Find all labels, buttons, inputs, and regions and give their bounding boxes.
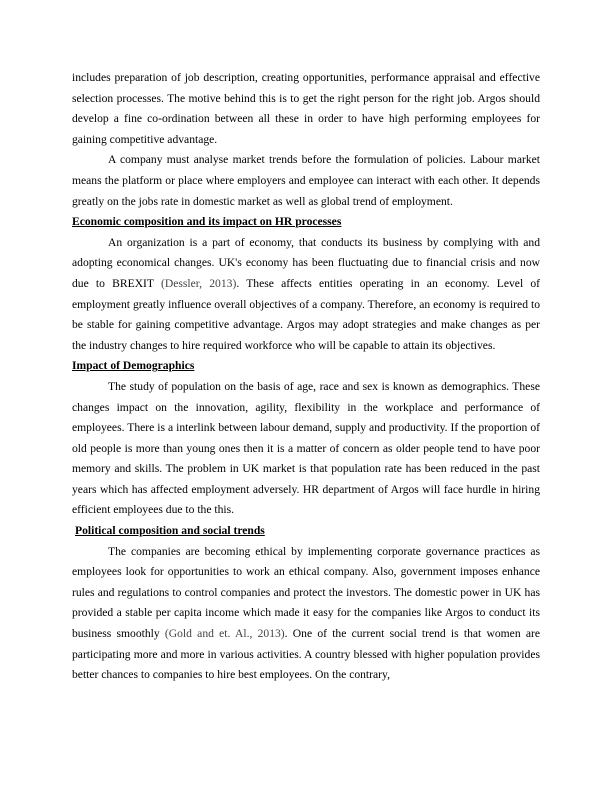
paragraph-hr-processes: includes preparation of job description, creating opportunities, performance appraisal and effective selection processes. The motive behind this is to get the right person for the right job. Argos should develop a fine co-ordination between all these in order to have high performing employees for gaining competitive advantage.	[72, 71, 540, 146]
paragraph-economy-text-a: An organization is a part of economy, that conducts its business by complying with and adopting economical changes. UK's economy has been fluctuating due to financial crisis and now due to BREXIT	[72, 235, 540, 290]
paragraph-labour-market: A company must analyse market trends before the formulation of policies. Labour market means the platform or place where employers and employee can interact with each other. It depends greatly on the jobs rate in domestic market as well as global trend of employment.	[72, 153, 540, 208]
paragraph-demographics: The study of population on the basis of age, race and sex is known as demographics. These changes impact on the innovation, agility, flexibility in the workplace and performance of employees. There is a interlink between labour demand, supply and productivity. If the proportion of old people is more than young ones then it is a matter of concern as older people tend to have poor memory and skills. The problem in UK market is that population rate has been reduced in the past years which has affected employment adversely. HR department of Argos will face hurdle in hiring efficient employees due to the this.	[72, 379, 540, 517]
paragraph-economy-text-b: . These affects entities operating in an economy. Level of employment greatly influence overall objectives of a company. Therefore, an economy is required to be stable for gaining competitive advantage. Argos may adopt strategies and make changes as per the industry changes to hire required workforce who will be capable to attain its objectives.	[72, 276, 541, 352]
citation-gold: (Gold and et. Al., 2013)	[164, 627, 285, 641]
paragraph-political-text-b: . One of the current social trend is that women are participating more and more in various activities. A country blessed with higher population provides better chances to companies to hire best employees. On the contrary,	[72, 627, 541, 682]
paragraph-economy	[72, 233, 540, 357]
heading-economic-composition: Economic composition and its impact on HR processes	[72, 215, 342, 229]
citation-dessler: (Dessler, 2013)	[161, 276, 237, 290]
paragraph-political-social	[72, 542, 540, 686]
document-page	[72, 68, 540, 686]
heading-political-social: Political composition and social trends	[75, 524, 265, 538]
heading-demographics: Impact of Demographics	[72, 359, 195, 373]
paragraph-political-text-a: The companies are becoming ethical by implementing corporate governance practices as employees look for opportunities to work an ethical company. Also, government imposes enhance rules and regulations to control companies and protect the investors. The domestic power in UK has provided a stable per capita income which made it easy for the companies like Argos to conduct its business smoothly	[72, 544, 540, 641]
